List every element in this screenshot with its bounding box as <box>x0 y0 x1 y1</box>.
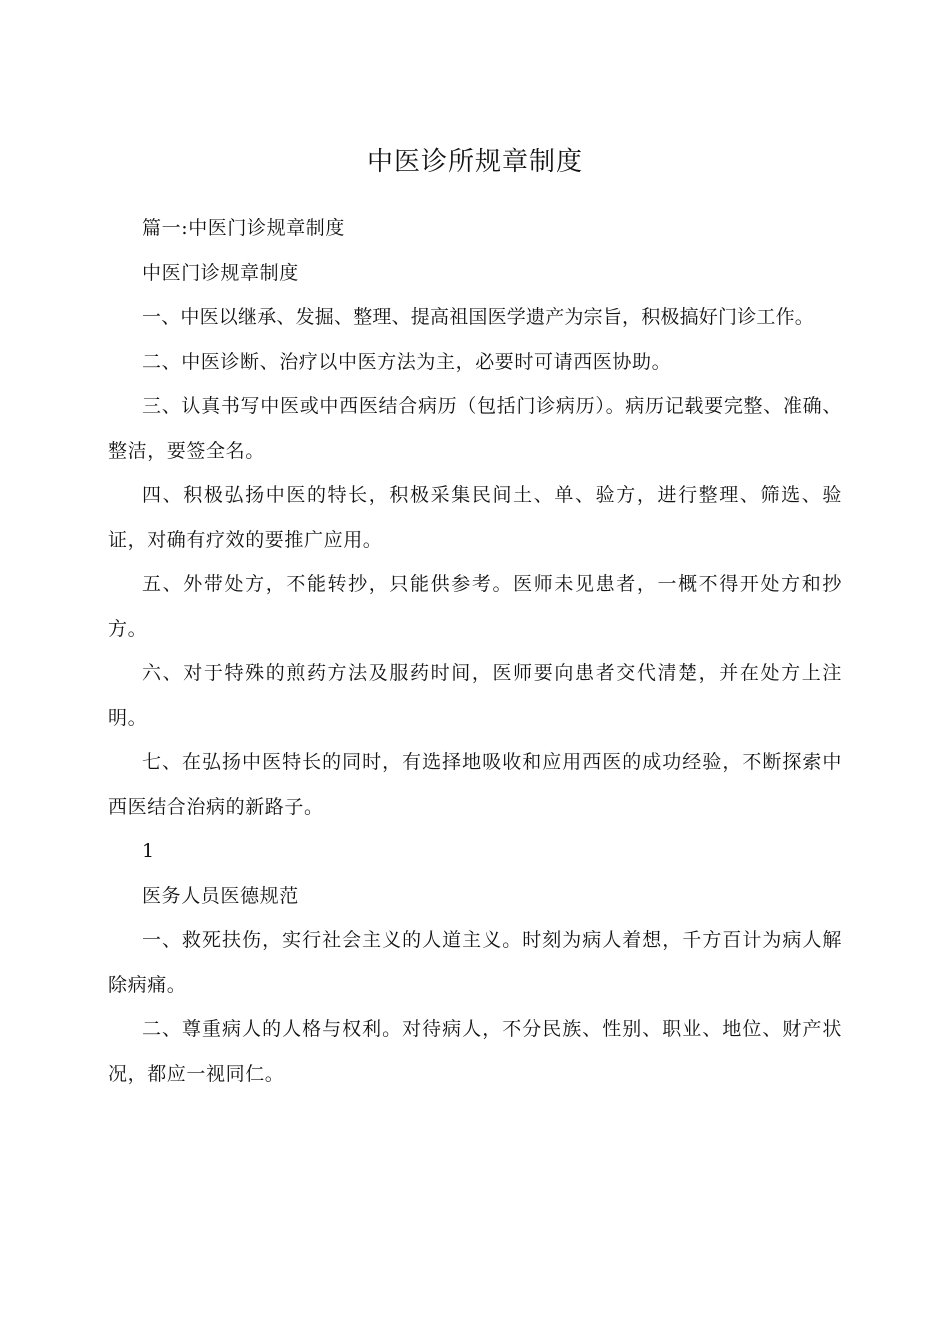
ethics-item-1: 一、救死扶伤，实行社会主义的人道主义。时刻为病人着想，千方百计为病人解除病痛。 <box>108 929 842 996</box>
section-heading: 篇一:中医门诊规章制度 <box>142 217 346 239</box>
ethics-item-2: 二、尊重病人的人格与权利。对待病人，不分民族、性别、职业、地位、财产状况，都应一视同仁。 <box>108 1018 842 1085</box>
rule-item-3: 三、认真书写中医或中西医结合病历（包括门诊病历）。病历记载要完整、准确、整洁，要签全名。 <box>108 395 842 462</box>
subsection-heading: 中医门诊规章制度 <box>142 261 299 284</box>
rule-item-6: 六、对于特殊的煎药方法及服药时间，医师要向患者交代清楚，并在处方上注明。 <box>108 662 842 729</box>
ethics-heading: 医务人员医德规范 <box>142 884 299 907</box>
page-number: 1 <box>142 840 155 862</box>
rule-item-1: 一、中医以继承、发掘、整理、提高祖国医学遗产为宗旨，积极搞好门诊工作。 <box>142 306 815 328</box>
rule-item-7: 七、在弘扬中医特长的同时，有选择地吸收和应用西医的成功经验，不断探索中西医结合治病的新路子。 <box>108 751 842 818</box>
rule-item-2: 二、中医诊断、治疗以中医方法为主，必要时可请西医协助。 <box>142 350 672 373</box>
document-title: 中医诊所规章制度 <box>366 147 583 177</box>
document-body <box>108 206 842 1096</box>
rule-item-4: 四、积极弘扬中医的特长，积极采集民间土、单、验方，进行整理、筛选、验证，对确有疗效的要推广应用。 <box>108 484 842 551</box>
rule-item-5: 五、外带处方，不能转抄，只能供参考。医师未见患者，一概不得开处方和抄方。 <box>108 573 842 640</box>
